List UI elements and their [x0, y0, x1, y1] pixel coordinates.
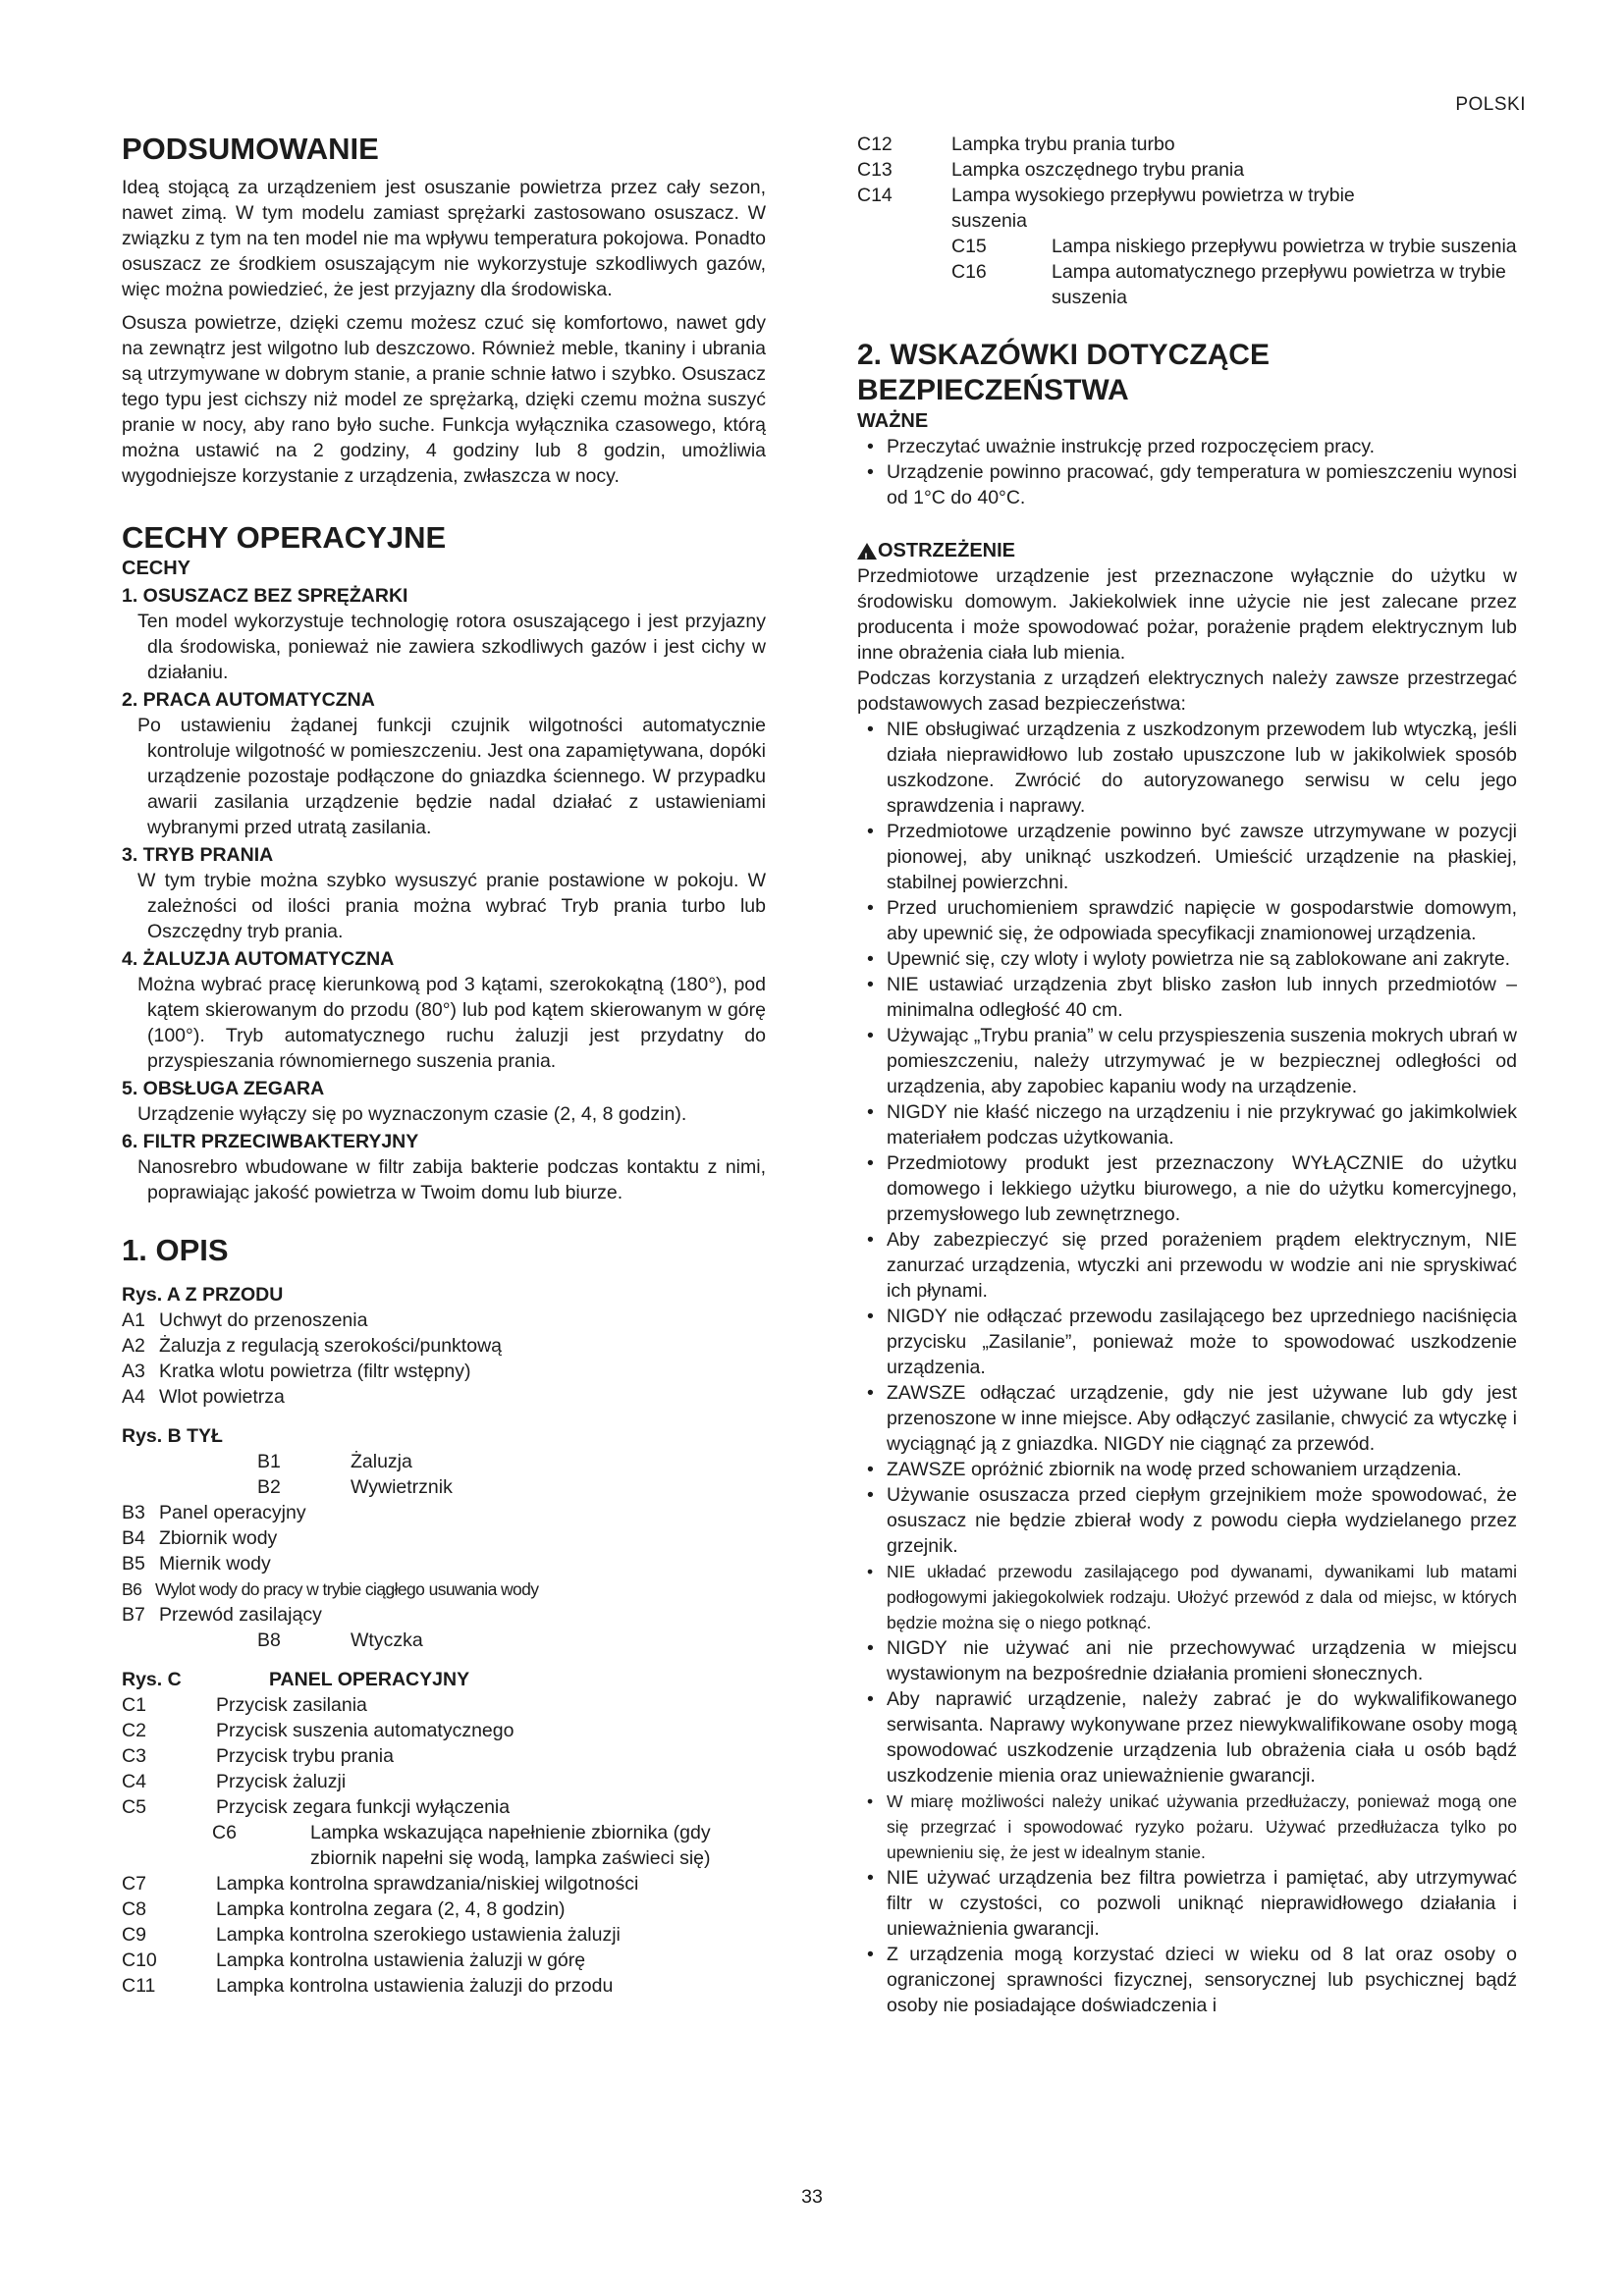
item-text: Przycisk trybu prania — [216, 1745, 394, 1767]
list-item: • ZAWSZE opróżnić zbiornik na wodę przed schowaniem urządzenia. — [857, 1457, 1517, 1482]
item-code: C7 — [122, 1873, 146, 1895]
list-item — [857, 259, 1517, 310]
opis-title: 1. OPIS — [122, 1233, 229, 1267]
item-code: C5 — [122, 1796, 146, 1818]
list-item: • Przed uruchomieniem sprawdzić napięcie w gospodarstwie domowym, aby upewnić się, że odpowiada specyfikacji znamionowej urządzenia. — [857, 895, 1517, 946]
list-item: • Upewnić się, czy wloty i wyloty powietrza nie są zablokowane ani zakryte. — [857, 946, 1517, 972]
list-item — [122, 1628, 766, 1653]
list-item — [122, 1308, 766, 1333]
item-code: B8 — [257, 1629, 281, 1651]
item-code: A4 — [122, 1386, 145, 1408]
item-code: C12 — [857, 133, 893, 155]
list-item — [122, 1794, 766, 1820]
list-item: • Z urządzenia mogą korzystać dzieci w wieku od 8 lat oraz osoby o ograniczonej sprawności fizycznej, sensorycznej lub psychicznej bądź osoby nie posiadające doświadczenia i — [857, 1942, 1517, 2018]
feature-item — [122, 1129, 766, 1205]
list-item — [857, 157, 1517, 183]
list-item — [857, 183, 1517, 234]
feature-text: Urządzenie wyłączy się po wyznaczonym czasie (2, 4, 8 godzin). — [137, 1103, 687, 1125]
wazne-label: WAŻNE — [857, 410, 929, 432]
rys-c-header — [122, 1667, 766, 1692]
item-code: C6 — [212, 1822, 237, 1843]
feature-text: Można wybrać pracę kierunkową pod 3 kątami, szerokokątną (180°), pod kątem skierowanym do przodu (80°) lub pod kątem skierowanym w górę (100°). Tryb automatycznego ruchu żaluzji jest przydatny do przyspieszania równomiernego suszenia prania. — [137, 974, 766, 1072]
feature-item — [122, 842, 766, 944]
rys-c-label: Rys. C — [122, 1669, 182, 1690]
list-item — [122, 1948, 766, 1973]
item-code: C16 — [951, 261, 987, 283]
list-item: • ZAWSZE odłączać urządzenie, gdy nie jest używane lub gdy jest przenoszone w inne miejsce. Aby odłączyć zasilanie, chwycić za wtyczkę i wyciągnąć ją z gniazdka. NIGDY nie ciągnąć za przewód. — [857, 1380, 1517, 1457]
list-item: • Urządzenie powinno pracować, gdy temperatura w pomieszczeniu wynosi od 1°C do 40°C. — [857, 459, 1517, 510]
warning-icon — [857, 543, 877, 560]
item-code: B4 — [122, 1527, 145, 1549]
feature-text: Ten model wykorzystuje technologię rotora osuszającego i jest przyjazny dla środowiska, ponieważ nie zawiera szkodliwych gazów i jest cichy w działaniu. — [137, 611, 766, 683]
feature-item — [122, 946, 766, 1074]
list-item: • NIE używać urządzenia bez filtra powietrza i pamiętać, aby utrzymywać filtr w czystości, co pozwoli uniknąć nieprawidłowego działania i unieważnienia gwarancji. — [857, 1865, 1517, 1942]
item-text: Lampka kontrolna szerokiego ustawienia żaluzji — [216, 1924, 621, 1946]
right-column — [857, 132, 1517, 2018]
list-item — [122, 1551, 766, 1576]
item-text: Żaluzja z regulacją szerokości/punktową — [159, 1335, 503, 1357]
podsumowanie-title: PODSUMOWANIE — [122, 132, 379, 166]
list-item — [122, 1922, 766, 1948]
list-item: • Przeczytać uważnie instrukcję przed rozpoczęciem pracy. — [857, 434, 1517, 459]
feature-title: 6. FILTR PRZECIWBAKTERYJNY — [122, 1131, 419, 1152]
item-text: Wylot wody do pracy w trybie ciągłego usuwania wody — [155, 1579, 539, 1599]
item-code: C2 — [122, 1720, 146, 1741]
item-code: A2 — [122, 1335, 145, 1357]
item-text: Lampka kontrolna zegara (2, 4, 8 godzin) — [216, 1898, 566, 1920]
item-code: A3 — [122, 1361, 145, 1382]
item-text: Wywietrznik — [351, 1476, 453, 1498]
list-item — [122, 1384, 766, 1410]
list-item — [122, 1692, 766, 1718]
language-label: POLSKI — [1455, 94, 1526, 115]
item-text: Lampka wskazująca napełnienie zbiornika (gdy zbiornik napełni się wodą, lampka zaświeci się) — [310, 1822, 711, 1869]
safety-list — [857, 717, 1517, 2018]
list-item — [122, 1500, 766, 1525]
page-number: 33 — [801, 2186, 823, 2208]
item-text: Uchwyt do przenoszenia — [159, 1309, 368, 1331]
feature-text: W tym trybie można szybko wysuszyć pranie postawione w pokoju. W zależności od ilości prania można wybrać Tryb prania turbo lub Oszczędny tryb prania. — [137, 870, 766, 942]
item-text: Przycisk zasilania — [216, 1694, 367, 1716]
item-text: Miernik wody — [159, 1553, 271, 1575]
item-code: C14 — [857, 185, 893, 206]
list-item: • Używanie osuszacza przed ciepłym grzejnikiem może spowodować, że osuszacz nie będzie zbierał wody z powodu ciepła wydzielanego przez grzejnik. — [857, 1482, 1517, 1559]
list-item: • NIE ustawiać urządzenia zbyt blisko zasłon lub innych przedmiotów – minimalna odległość 40 cm. — [857, 972, 1517, 1023]
item-text: Lampa wysokiego przepływu powietrza w trybie suszenia — [951, 185, 1355, 232]
item-text: Przycisk suszenia automatycznego — [216, 1720, 514, 1741]
list-item — [122, 1449, 766, 1474]
item-text: Lampka kontrolna ustawienia żaluzji do przodu — [216, 1975, 614, 1997]
item-code: C1 — [122, 1694, 146, 1716]
list-item: • Przedmiotowe urządzenie powinno być zawsze utrzymywane w pozycji pionowej, aby uniknąć uszkodzeń. Umieścić urządzenie na płaskiej, stabilnej powierzchni. — [857, 819, 1517, 895]
podsumowanie-paragraph-2: Osusza powietrze, dzięki czemu możesz czuć się komfortowo, nawet gdy na zewnątrz jest wilgotno lub deszczowo. Również meble, tkaniny i ubrania są utrzymywane w dobrym stanie, a pranie schnie łatwo i szybko. Osuszacz tego typu jest cichszy niż model ze sprężarką, dzięki czemu można suszyć pranie w nocy, aby rano było suche. Funkcja wyłącznika czasowego, którą można ustawić na 2 godziny, 4 godziny lub 8 godzin, umożliwia wygodniejsze korzystanie z urządzenia, zwłaszcza w nocy. — [122, 312, 766, 487]
item-text: Lampka oszczędnego trybu prania — [951, 159, 1245, 181]
rys-b-label: Rys. B TYŁ — [122, 1425, 223, 1447]
item-code: B3 — [122, 1502, 145, 1523]
item-code: C4 — [122, 1771, 146, 1792]
list-item: • W miarę możliwości należy unikać używania przedłużaczy, ponieważ mogą one się przegrzać i spowodować ryzyko pożaru. Używać przedłużacza tylko po upewnieniu się, że jest w idealnym stanie. — [857, 1789, 1517, 1865]
item-code: C10 — [122, 1949, 157, 1971]
item-code: C3 — [122, 1745, 146, 1767]
item-code: C15 — [951, 236, 987, 257]
list-item: • NIGDY nie odłączać przewodu zasilającego bez uprzedniego naciśnięcia przycisku „Zasilanie”, ponieważ może to spowodować uszkodzenie urządzenia. — [857, 1304, 1517, 1380]
list-item — [122, 1333, 766, 1359]
list-item — [122, 1871, 766, 1896]
left-column — [122, 132, 766, 1999]
item-code: C13 — [857, 159, 893, 181]
list-item: • Używając „Trybu prania” w celu przyspieszenia suszenia mokrych ubrań w pomieszczeniu, należy utrzymywać je w bezpiecznej odległości od urządzenia, aby zapobiec kapaniu wody na urządzenie. — [857, 1023, 1517, 1099]
feature-text: Po ustawieniu żądanej funkcji czujnik wilgotności automatycznie kontroluje wilgotność w pomieszczeniu. Jest ona zapamiętywana, dopóki urządzenie pozostaje podłączone do gniazdka ściennego. W przypadku awarii zasilania urządzenie będzie nadal działać z ustawieniami wybranymi przed utratą zasilania. — [137, 715, 766, 838]
feature-title: 3. TRYB PRANIA — [122, 844, 274, 866]
list-item — [122, 1576, 766, 1602]
list-item — [122, 1602, 766, 1628]
wazne-list — [857, 434, 1517, 510]
list-item: • NIE obsługiwać urządzenia z uszkodzonym przewodem lub wtyczką, jeśli działa nieprawidłowo lub zostało upuszczone lub w jakikolwiek sposób uszkodzone. Zwrócić do autoryzowanego serwisu w celu jego sprawdzenia i naprawy. — [857, 717, 1517, 819]
list-item — [857, 234, 1517, 259]
feature-item — [122, 1076, 766, 1127]
feature-item — [122, 687, 766, 840]
panel-title: PANEL OPERACYJNY — [269, 1669, 470, 1690]
item-code: B2 — [257, 1476, 281, 1498]
ostrzezenie-heading — [857, 538, 1517, 563]
item-code: B5 — [122, 1553, 145, 1575]
list-item — [122, 1769, 766, 1794]
list-item — [122, 1359, 766, 1384]
item-code: C9 — [122, 1924, 146, 1946]
item-text: Żaluzja — [351, 1451, 412, 1472]
list-item: • NIE układać przewodu zasilającego pod dywanami, dywanikami lub matami podłogowymi jakiegokolwiek rodzaju. Ułożyć przewód z dala od miejsc, w których będzie można się o niego potknąć. — [857, 1559, 1517, 1635]
list-item — [122, 1474, 766, 1500]
item-text: Przewód zasilający — [159, 1604, 322, 1626]
list-item — [122, 1896, 766, 1922]
cechy-subtitle: CECHY — [122, 558, 191, 579]
feature-title: 5. OBSŁUGA ZEGARA — [122, 1078, 325, 1099]
ostrzezenie-label: OSTRZEŻENIE — [878, 540, 1016, 561]
list-item: • Przedmiotowy produkt jest przeznaczony WYŁĄCZNIE do użytku domowego i lekkiego użytku biurowego, a nie do użytku komercyjnego, przemysłowego lub zewnętrznego. — [857, 1150, 1517, 1227]
item-code: A1 — [122, 1309, 145, 1331]
ostrzezenie-intro-2: Podczas korzystania z urządzeń elektrycznych należy zawsze przestrzegać podstawowych zasad bezpieczeństwa: — [857, 667, 1517, 715]
ostrzezenie-intro-1: Przedmiotowe urządzenie jest przeznaczone wyłącznie do użytku w środowisku domowym. Jakiekolwiek inne użycie nie jest zalecane przez producenta i może spowodować pożar, porażenie prądem elektrycznym lub inne obrażenia ciała lub mienia. — [857, 565, 1517, 664]
item-text: Przycisk żaluzji — [216, 1771, 347, 1792]
feature-text: Nanosrebro wbudowane w filtr zabija bakterie podczas kontaktu z nimi, poprawiając jakość powietrza w Twoim domu lub biurze. — [137, 1156, 766, 1203]
list-item: • NIGDY nie kłaść niczego na urządzeniu i nie przykrywać go jakimkolwiek materiałem podczas użytkowania. — [857, 1099, 1517, 1150]
item-text: Lampka trybu prania turbo — [951, 133, 1175, 155]
cechy-title: CECHY OPERACYJNE — [122, 520, 447, 555]
feature-title: 2. PRACA AUTOMATYCZNA — [122, 689, 375, 711]
feature-title: 4. ŻALUZJA AUTOMATYCZNA — [122, 948, 395, 970]
bezpieczenstwo-title: 2. WSKAZÓWKI DOTYCZĄCE BEZPIECZEŃSTWA — [857, 339, 1270, 406]
item-code: B6 — [122, 1579, 142, 1599]
item-text: Lampka kontrolna ustawienia żaluzji w górę — [216, 1949, 586, 1971]
list-item — [857, 132, 1517, 157]
item-text: Lampa niskiego przepływu powietrza w trybie suszenia — [1052, 236, 1517, 257]
feature-title: 1. OSUSZACZ BEZ SPRĘŻARKI — [122, 585, 408, 607]
item-text: Zbiornik wody — [159, 1527, 278, 1549]
list-item — [122, 1718, 766, 1743]
list-item — [122, 1525, 766, 1551]
item-code: C11 — [122, 1975, 156, 1997]
item-text: Kratka wlotu powietrza (filtr wstępny) — [159, 1361, 471, 1382]
feature-item — [122, 583, 766, 685]
list-item — [122, 1973, 766, 1999]
list-item: • Aby naprawić urządzenie, należy zabrać je do wykwalifikowanego serwisanta. Naprawy wykonywane przez niewykwalifikowane osoby mogą spowodować uszkodzenie urządzenia lub obrażenia ciała u osób bądź uszkodzenie mienia oraz unieważnienie gwarancji. — [857, 1686, 1517, 1789]
item-text: Panel operacyjny — [159, 1502, 306, 1523]
list-item — [122, 1820, 766, 1871]
item-code: C8 — [122, 1898, 146, 1920]
list-item: • NIGDY nie używać ani nie przechowywać urządzenia w miejscu wystawionym na bezpośrednie działania promieni słonecznych. — [857, 1635, 1517, 1686]
item-text: Lampka kontrolna sprawdzania/niskiej wilgotności — [216, 1873, 639, 1895]
item-text: Lampa automatycznego przepływu powietrza w trybie suszenia — [1052, 261, 1506, 308]
rys-a-label: Rys. A Z PRZODU — [122, 1284, 284, 1306]
item-code: B7 — [122, 1604, 145, 1626]
item-code: B1 — [257, 1451, 281, 1472]
item-text: Wtyczka — [351, 1629, 423, 1651]
list-item — [122, 1743, 766, 1769]
feature-list — [122, 583, 766, 1205]
item-text: Wlot powietrza — [159, 1386, 285, 1408]
list-item: • Aby zabezpieczyć się przed porażeniem prądem elektrycznym, NIE zanurzać urządzenia, wtyczki ani przewodu w wodzie ani nie spryskiwać ich płynami. — [857, 1227, 1517, 1304]
podsumowanie-paragraph-1: Ideą stojącą za urządzeniem jest osuszanie powietrza przez cały sezon, nawet zimą. W tym modelu zamiast sprężarki zastosowano osuszacz. W związku z tym na ten model nie ma wpływu temperatura pokojowa. Ponadto osuszacz ze środkiem osuszającym nie wykorzystuje szkodliwych gazów, więc można powiedzieć, że jest przyjazny dla środowiska. — [122, 177, 766, 300]
item-text: Przycisk zegara funkcji wyłączenia — [216, 1796, 511, 1818]
